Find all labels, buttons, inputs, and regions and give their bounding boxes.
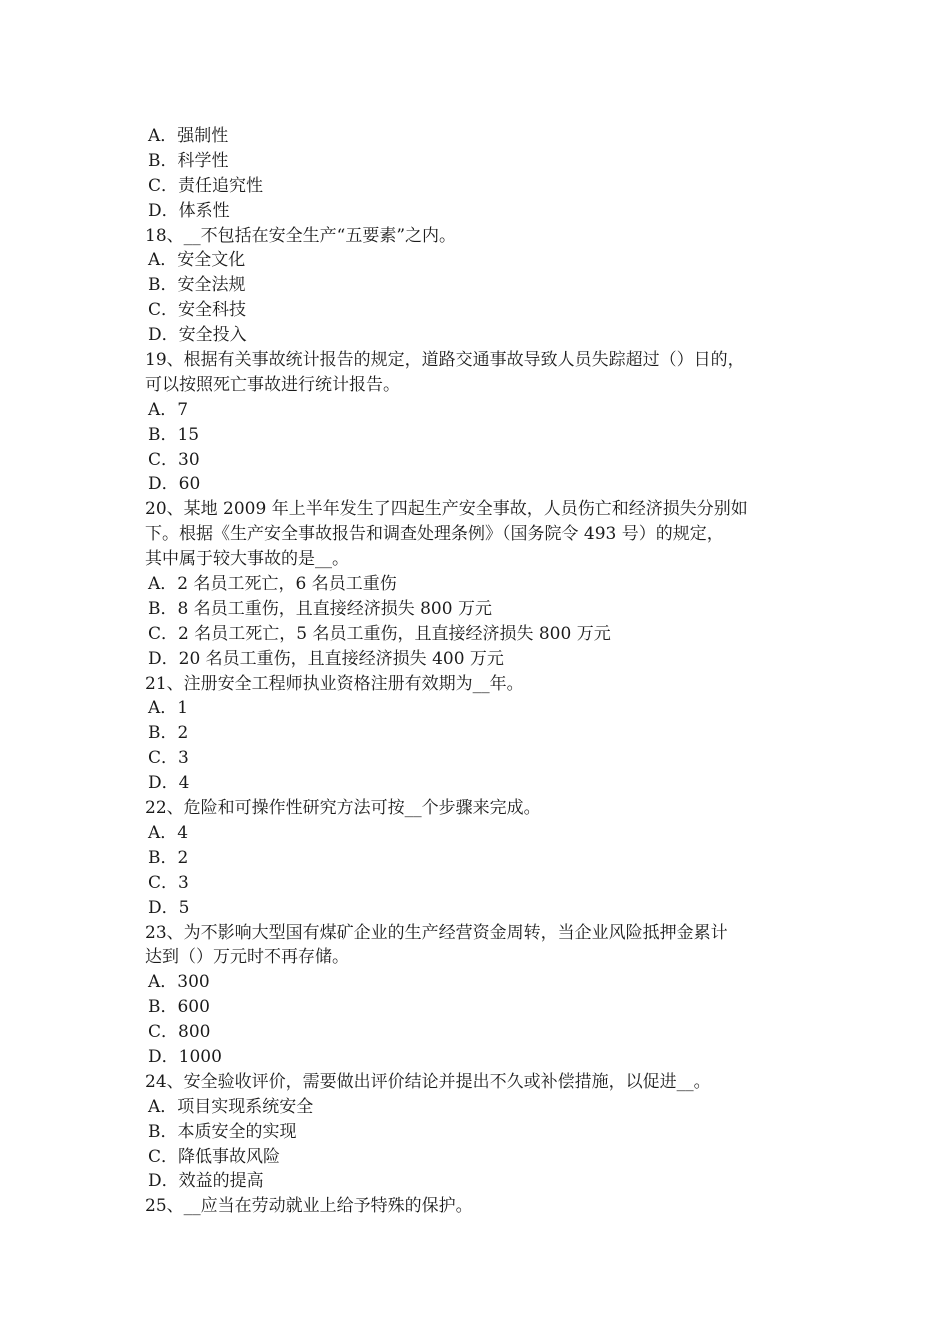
answer-option: D．4 — [148, 773, 190, 794]
answer-option: B．安全法规 — [148, 275, 246, 296]
question-text: 20、某地 2009 年上半年发生了四起生产安全事故，人员伤亡和经济损失分别如 — [145, 499, 748, 520]
question-text: 其中属于较大事故的是__。 — [145, 549, 349, 570]
answer-option: C．3 — [148, 748, 189, 769]
answer-option: A．项目实现系统安全 — [148, 1096, 314, 1117]
question-text: 可以按照死亡事故进行统计报告。 — [145, 374, 400, 395]
answer-option: C．30 — [148, 449, 200, 470]
question-text: 23、为不影响大型国有煤矿企业的生产经营资金周转，当企业风险抵押金累计 — [145, 922, 728, 943]
question-text: 19、根据有关事故统计报告的规定，道路交通事故导致人员失踪超过（）日的， — [145, 350, 745, 371]
question-text: 达到（）万元时不再存储。 — [145, 947, 349, 968]
answer-option: D．60 — [148, 474, 201, 495]
question-text: 25、__应当在劳动就业上给予特殊的保护。 — [145, 1196, 473, 1217]
answer-option: B．科学性 — [148, 150, 229, 171]
answer-option: A．4 — [148, 822, 189, 843]
answer-option: A．2 名员工死亡，6 名员工重伤 — [148, 574, 397, 595]
answer-option: A．安全文化 — [148, 250, 246, 271]
answer-option: D．20 名员工重伤，且直接经济损失 400 万元 — [148, 648, 504, 669]
answer-option: A．1 — [148, 698, 189, 719]
answer-option: C．降低事故风险 — [148, 1146, 281, 1167]
answer-option: C．安全科技 — [148, 300, 247, 321]
answer-option: B．2 — [148, 847, 189, 868]
answer-option: D．5 — [148, 897, 190, 918]
question-text: 18、__不包括在安全生产“五要素”之内。 — [145, 225, 457, 246]
document-body — [145, 124, 835, 1219]
answer-option: A．300 — [148, 972, 210, 993]
answer-option: C．800 — [148, 1022, 211, 1043]
answer-option: B．15 — [148, 424, 200, 445]
answer-option: B．8 名员工重伤，且直接经济损失 800 万元 — [148, 598, 492, 619]
question-text: 24、安全验收评价，需要做出评价结论并提出不久或补偿措施，以促进__。 — [145, 1071, 711, 1092]
answer-option: A．强制性 — [148, 126, 229, 146]
answer-option: C．责任追究性 — [148, 175, 264, 196]
answer-option: A．7 — [148, 399, 189, 420]
question-text: 22、危险和可操作性研究方法可按__个步骤来完成。 — [145, 798, 541, 819]
answer-option: D．安全投入 — [148, 325, 247, 346]
answer-option: D．1000 — [148, 1046, 222, 1067]
answer-option: C．3 — [148, 872, 189, 893]
answer-option: B．本质安全的实现 — [148, 1121, 297, 1142]
answer-option: D．体系性 — [148, 200, 230, 221]
answer-option: B．2 — [148, 723, 189, 744]
answer-option: D．效益的提高 — [148, 1171, 264, 1192]
question-text: 21、注册安全工程师执业资格注册有效期为__年。 — [145, 673, 524, 694]
answer-option: B．600 — [148, 997, 210, 1018]
answer-option: C．2 名员工死亡，5 名员工重伤，且直接经济损失 800 万元 — [148, 623, 611, 644]
question-text: 下。根据《生产安全事故报告和调查处理条例》（国务院令 493 号）的规定， — [145, 524, 724, 545]
